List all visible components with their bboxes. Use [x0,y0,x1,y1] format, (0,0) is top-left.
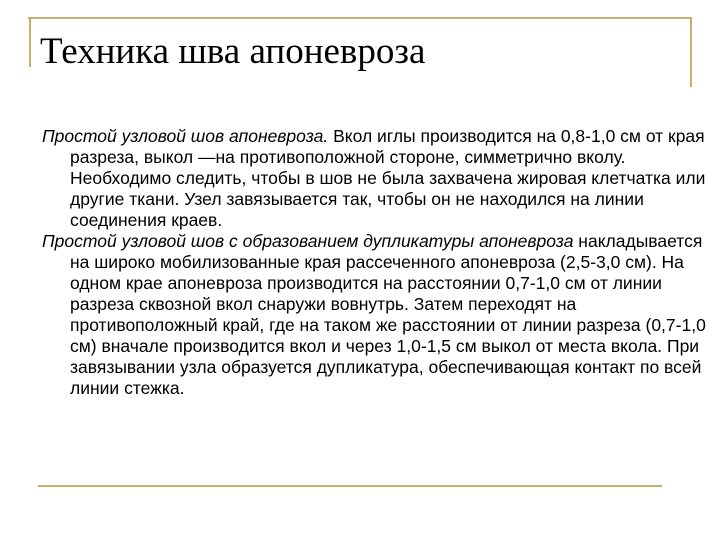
paragraph-text: накладывается на широко мобилизованные края рассеченного апоневроза (2,5-3,0 см). На одном крае апоневроза производится на расстоянии 0,7-1,0 см от линии разреза сквозной вкол снаружи вовнутрь. Затем переходят на противоположный край, где на таком же расстоянии от линии разреза (0,7-1,0 см) вначале производится вкол и через 1,0-1,5 см выкол от места вкола. При завязывании узла образуется дупликатура, обеспечивающая контакт по всей линии стежка. [70,231,706,398]
paragraph-lead-italic: Простой узловой шов апоневроза. [42,126,329,146]
frame-bottom-line [38,485,662,487]
paragraph-duplicature-suture [42,231,710,399]
slide-title: Техника шва апоневроза [40,31,426,72]
paragraph-lead-italic: Простой узловой шов с образованием дупликатуры апоневроза [42,231,574,251]
frame-top-line [28,17,692,19]
paragraph-simple-knot-suture [42,126,710,231]
slide-body [42,126,710,399]
frame-left-line [29,17,31,67]
paragraph-text: Вкол иглы производится на 0,8-1,0 см от края разреза, выкол —на противоположной стороне, симметрично вколу. Необходимо следить, чтобы в шов не была захвачена жировая клетчатка или другие ткани. Узел завязывается так, чтобы он не находился на линии соединения краев. [70,126,706,230]
frame-right-line [690,17,692,87]
